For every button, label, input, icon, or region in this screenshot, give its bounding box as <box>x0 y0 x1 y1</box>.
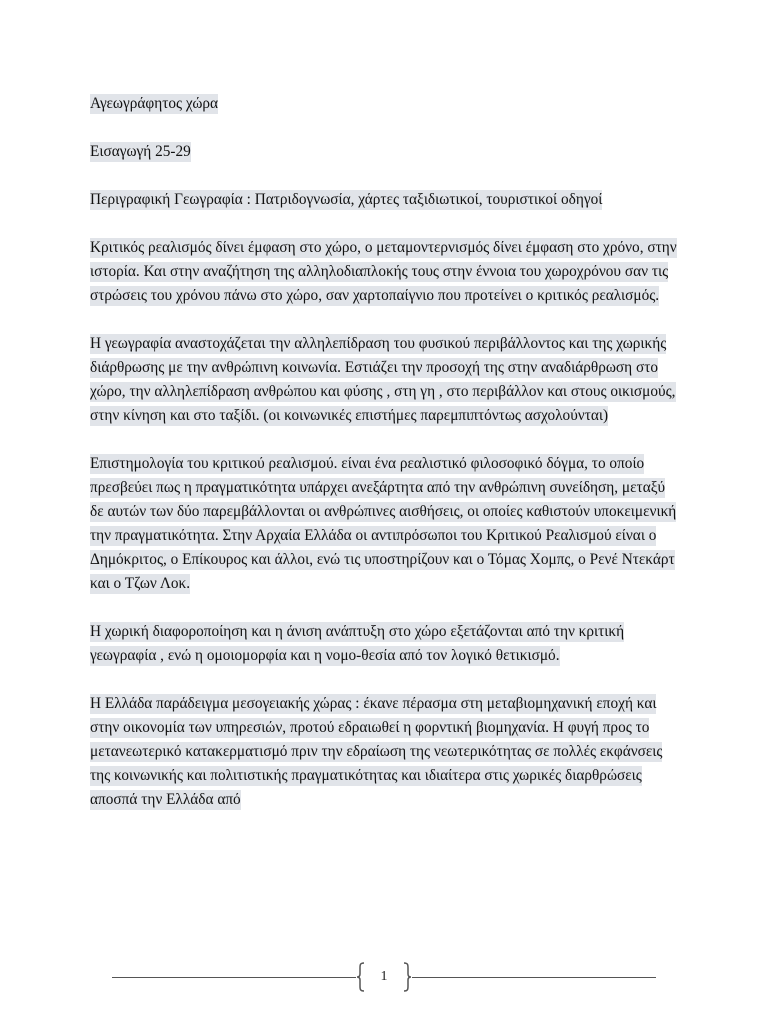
epistemology-text: Επιστημολογία του κριτικού ρεαλισμού. είναι ένα ρεαλιστικό φιλοσοφικό δόγμα, το οποίο πρεσβεύει πως η πραγματικότητα υπάρχει ανεξάρτητα από την ανθρώπινη συνείδηση, μεταξύ δε αυτών των δύο παρεμβάλλονται οι ανθρώπινες αισθήσεις, οι οποίες καθιστούν υποκειμενική την πραγματικότητα. Στην Αρχαία Ελλάδα οι αντιπρόσωποι του Κριτικού Ρεαλισμού είναι ο Δημόκριτος, ο Επίκουρος και άλλοι, ενώ τις υποστηρίζουν και ο Τόμας Χομπς, ο Ρενέ Ντεκάρτ και ο Τζων Λοκ. <box>90 455 677 592</box>
page-footer <box>112 962 656 992</box>
intro-pages-paragraph <box>90 140 682 164</box>
right-brace-icon <box>402 962 412 992</box>
document-title: Αγεωγράφητος χώρα <box>90 95 219 112</box>
document-body <box>90 92 682 836</box>
footer-rule-right <box>412 977 656 978</box>
page-number: 1 <box>380 969 388 984</box>
geography-interaction-text: Η γεωγραφία αναστοχάζεται την αλληλεπίδραση του φυσικού περιβάλλοντος και της χωρικής διάρθρωσης με την ανθρώπινη κοινωνία. Εστιάζει την προσοχή της στην αναδιάρθρωση στο χώρο, την αλληλεπίδραση ανθρώπου και φύσης , στη γη , στο περιβάλλον και στους οικισμούς, στην κίνηση και στο ταξίδι. (οι κοινωνικές επιστήμες παρεμπιπτόντως ασχολούνται) <box>90 335 676 424</box>
spatial-differentiation-paragraph <box>90 620 682 668</box>
left-brace-icon <box>356 962 366 992</box>
critical-realism-text: Κριτικός ρεαλισμός δίνει έμφαση στο χώρο, ο μεταμοντερνισμός δίνει έμφαση στο χρόνο, στην ιστορία. Και στην αναζήτηση της αλληλοδιαπλοκής τους στην έννοια του χωροχρόνου σαν τις στρώσεις του χρόνου πάνω στο χώρο, σαν χαρτοπαίγνιο που προτείνει ο κριτικός ρεαλισμός. <box>90 239 677 304</box>
footer-rule-left <box>112 977 356 978</box>
greece-example-text: Η Ελλάδα παράδειγμα μεσογειακής χώρας : έκανε πέρασμα στη μεταβιομηχανική εποχή και στην οικονομία των υπηρεσιών, προτού εδραιωθεί η φορντική βιομηχανία. Η φυγή προς το μετανεωτερικό κατακερματισμό πριν την εδραίωση της νεωτερικότητας σε πολλές εκφάνσεις της κοινωνικής και πολιτιστικής πραγματικότητας και ιδιαίτερα στις χωρικές διαρθρώσεις αποσπά την Ελλάδα από <box>90 695 663 808</box>
critical-realism-paragraph <box>90 236 682 308</box>
intro-pages-text: Εισαγωγή 25-29 <box>90 143 191 160</box>
spatial-differentiation-text: Η χωρική διαφοροποίηση και η άνιση ανάπτυξη στο χώρο εξετάζονται από την κριτική γεωγραφία , ενώ η ομοιομορφία και η νομο-θεσία από τον λογικό θετικισμό. <box>90 623 625 664</box>
descriptive-geography-text: Περιγραφική Γεωγραφία : Πατριδογνωσία, χάρτες ταξιδιωτικοί, τουριστικοί οδηγοί <box>90 191 603 208</box>
document-title-paragraph <box>90 92 682 116</box>
epistemology-paragraph <box>90 452 682 596</box>
descriptive-geography-paragraph <box>90 188 682 212</box>
geography-interaction-paragraph <box>90 332 682 428</box>
greece-example-paragraph <box>90 692 682 812</box>
